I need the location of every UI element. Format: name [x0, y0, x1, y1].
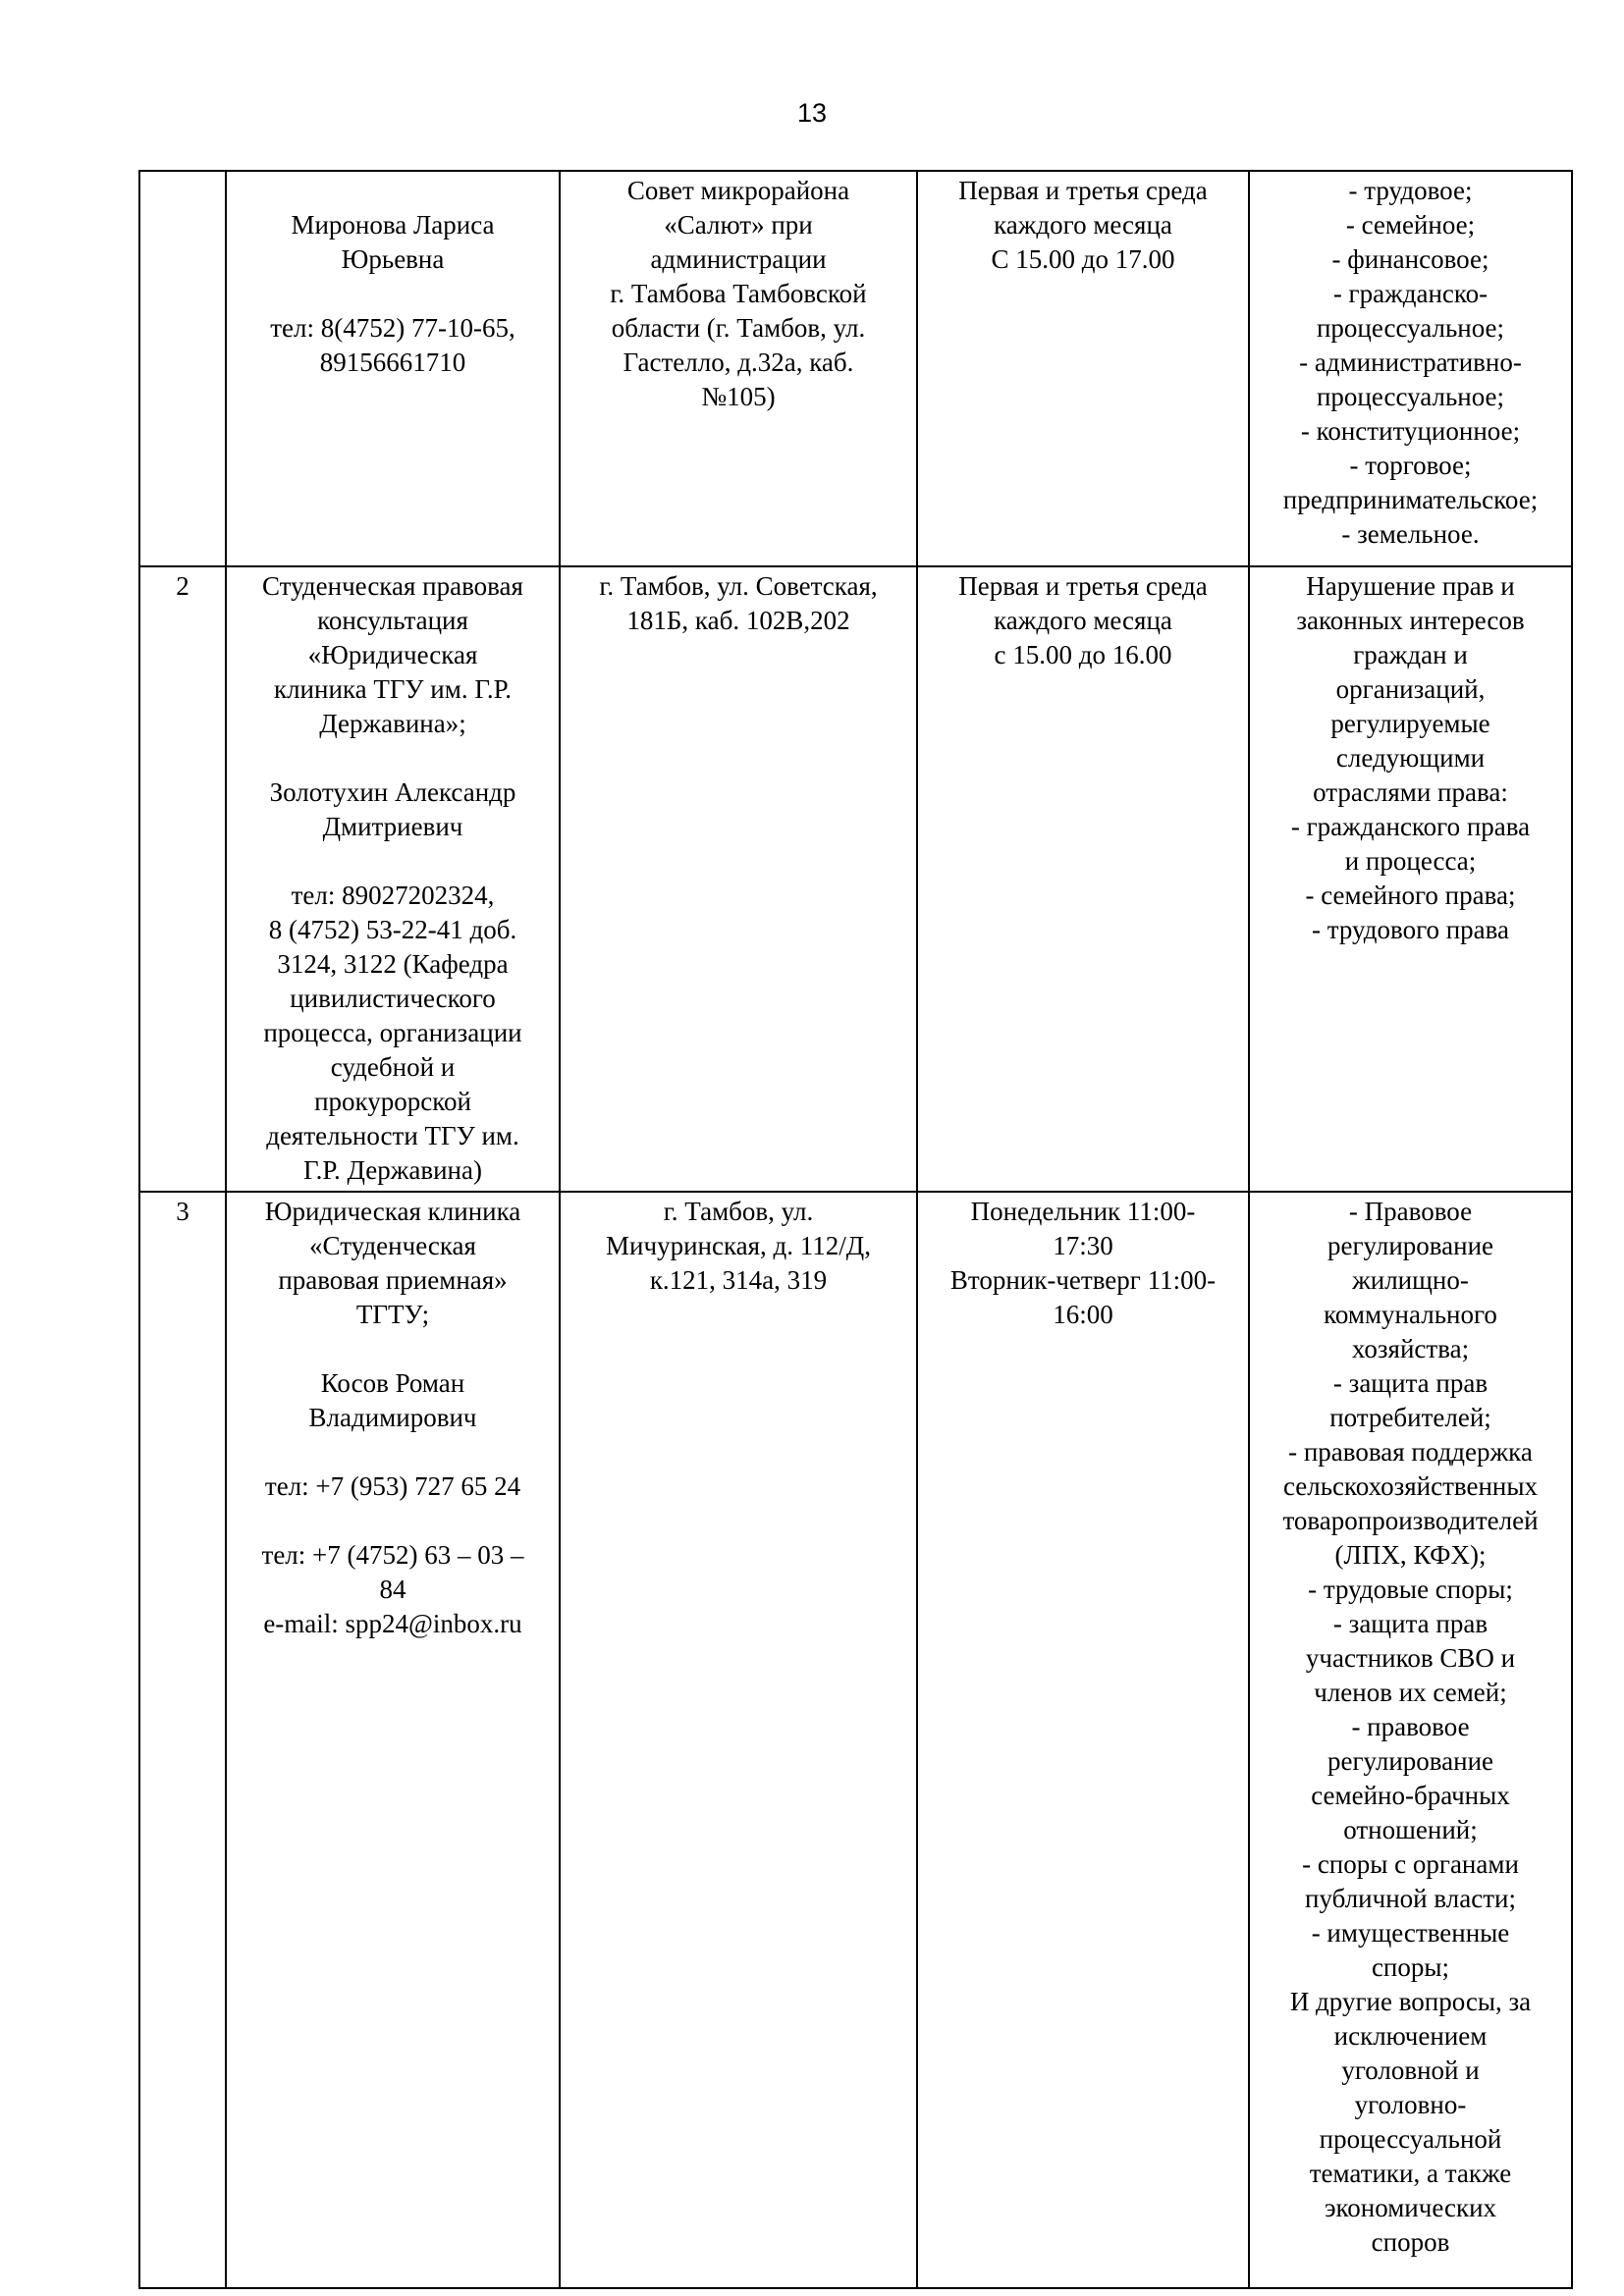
row-number-cell: 2 — [139, 566, 226, 1192]
row-number-cell: 3 — [139, 1192, 226, 2288]
table-row — [139, 1192, 1572, 2288]
topics-cell: - трудовое; - семейное; - финансовое; - гражданско- процессуальное; - административно- процессуальное; - конституционное; - торговое; предпринимательское; - земельное. — [1249, 171, 1572, 566]
address-cell: г. Тамбов, ул. Мичуринская, д. 112/Д, к.121, 314а, 319 — [560, 1192, 917, 2288]
organization-contact-cell: Студенческая правовая консультация «Юридическая клиника ТГУ им. Г.Р. Державина»; Золотухин Александр Дмитриевич тел: 89027202324, 8 (4752) 53-22-41 доб. 3124, 3122 (Кафедра цивилистического процесса, организации судебной и прокурорской деятельности ТГУ им. Г.Р. Державина) — [226, 566, 560, 1192]
organization-contact-cell: Юридическая клиника «Студенческая правовая приемная» ТГТУ; Косов Роман Владимирович тел: +7 (953) 727 65 24 тел: +7 (4752) 63 – 03 – 84 e-mail: spp24@inbox.ru — [226, 1192, 560, 2288]
schedule-cell: Первая и третья среда каждого месяца С 15.00 до 17.00 — [917, 171, 1249, 566]
table-row — [139, 171, 1572, 566]
table-row — [139, 566, 1572, 1192]
schedule-cell: Понедельник 11:00- 17:30 Вторник-четверг 11:00- 16:00 — [917, 1192, 1249, 2288]
topics-cell: - Правовое регулирование жилищно- коммунального хозяйства; - защита прав потребителей; - правовая поддержка сельскохозяйственных товаропроизводителей (ЛПХ, КФХ); - трудовые споры; - защита прав участников СВО и членов их семей; - правовое регулирование семейно-брачных отношений; - споры с органами публичной власти; - имущественные споры; И другие вопросы, за исключением уголовной и уголовно- процессуальной тематики, а также экономических споров — [1249, 1192, 1572, 2288]
topics-cell: Нарушение прав и законных интересов граждан и организаций, регулируемые следующими отраслями права: - гражданского права и процесса; - семейного права; - трудового права — [1249, 566, 1572, 1192]
address-cell: Совет микрорайона «Салют» при администрации г. Тамбова Тамбовской области (г. Тамбов, ул. Гастелло, д.32а, каб. №105) — [560, 171, 917, 566]
row-number-cell — [139, 171, 226, 566]
legal-aid-table — [138, 170, 1573, 2289]
page-number: 13 — [796, 98, 828, 128]
organization-contact-cell: Миронова Лариса Юрьевна тел: 8(4752) 77-10-65, 89156661710 — [226, 171, 560, 566]
address-cell: г. Тамбов, ул. Советская, 181Б, каб. 102В,202 — [560, 566, 917, 1192]
schedule-cell: Первая и третья среда каждого месяца с 15.00 до 16.00 — [917, 566, 1249, 1192]
